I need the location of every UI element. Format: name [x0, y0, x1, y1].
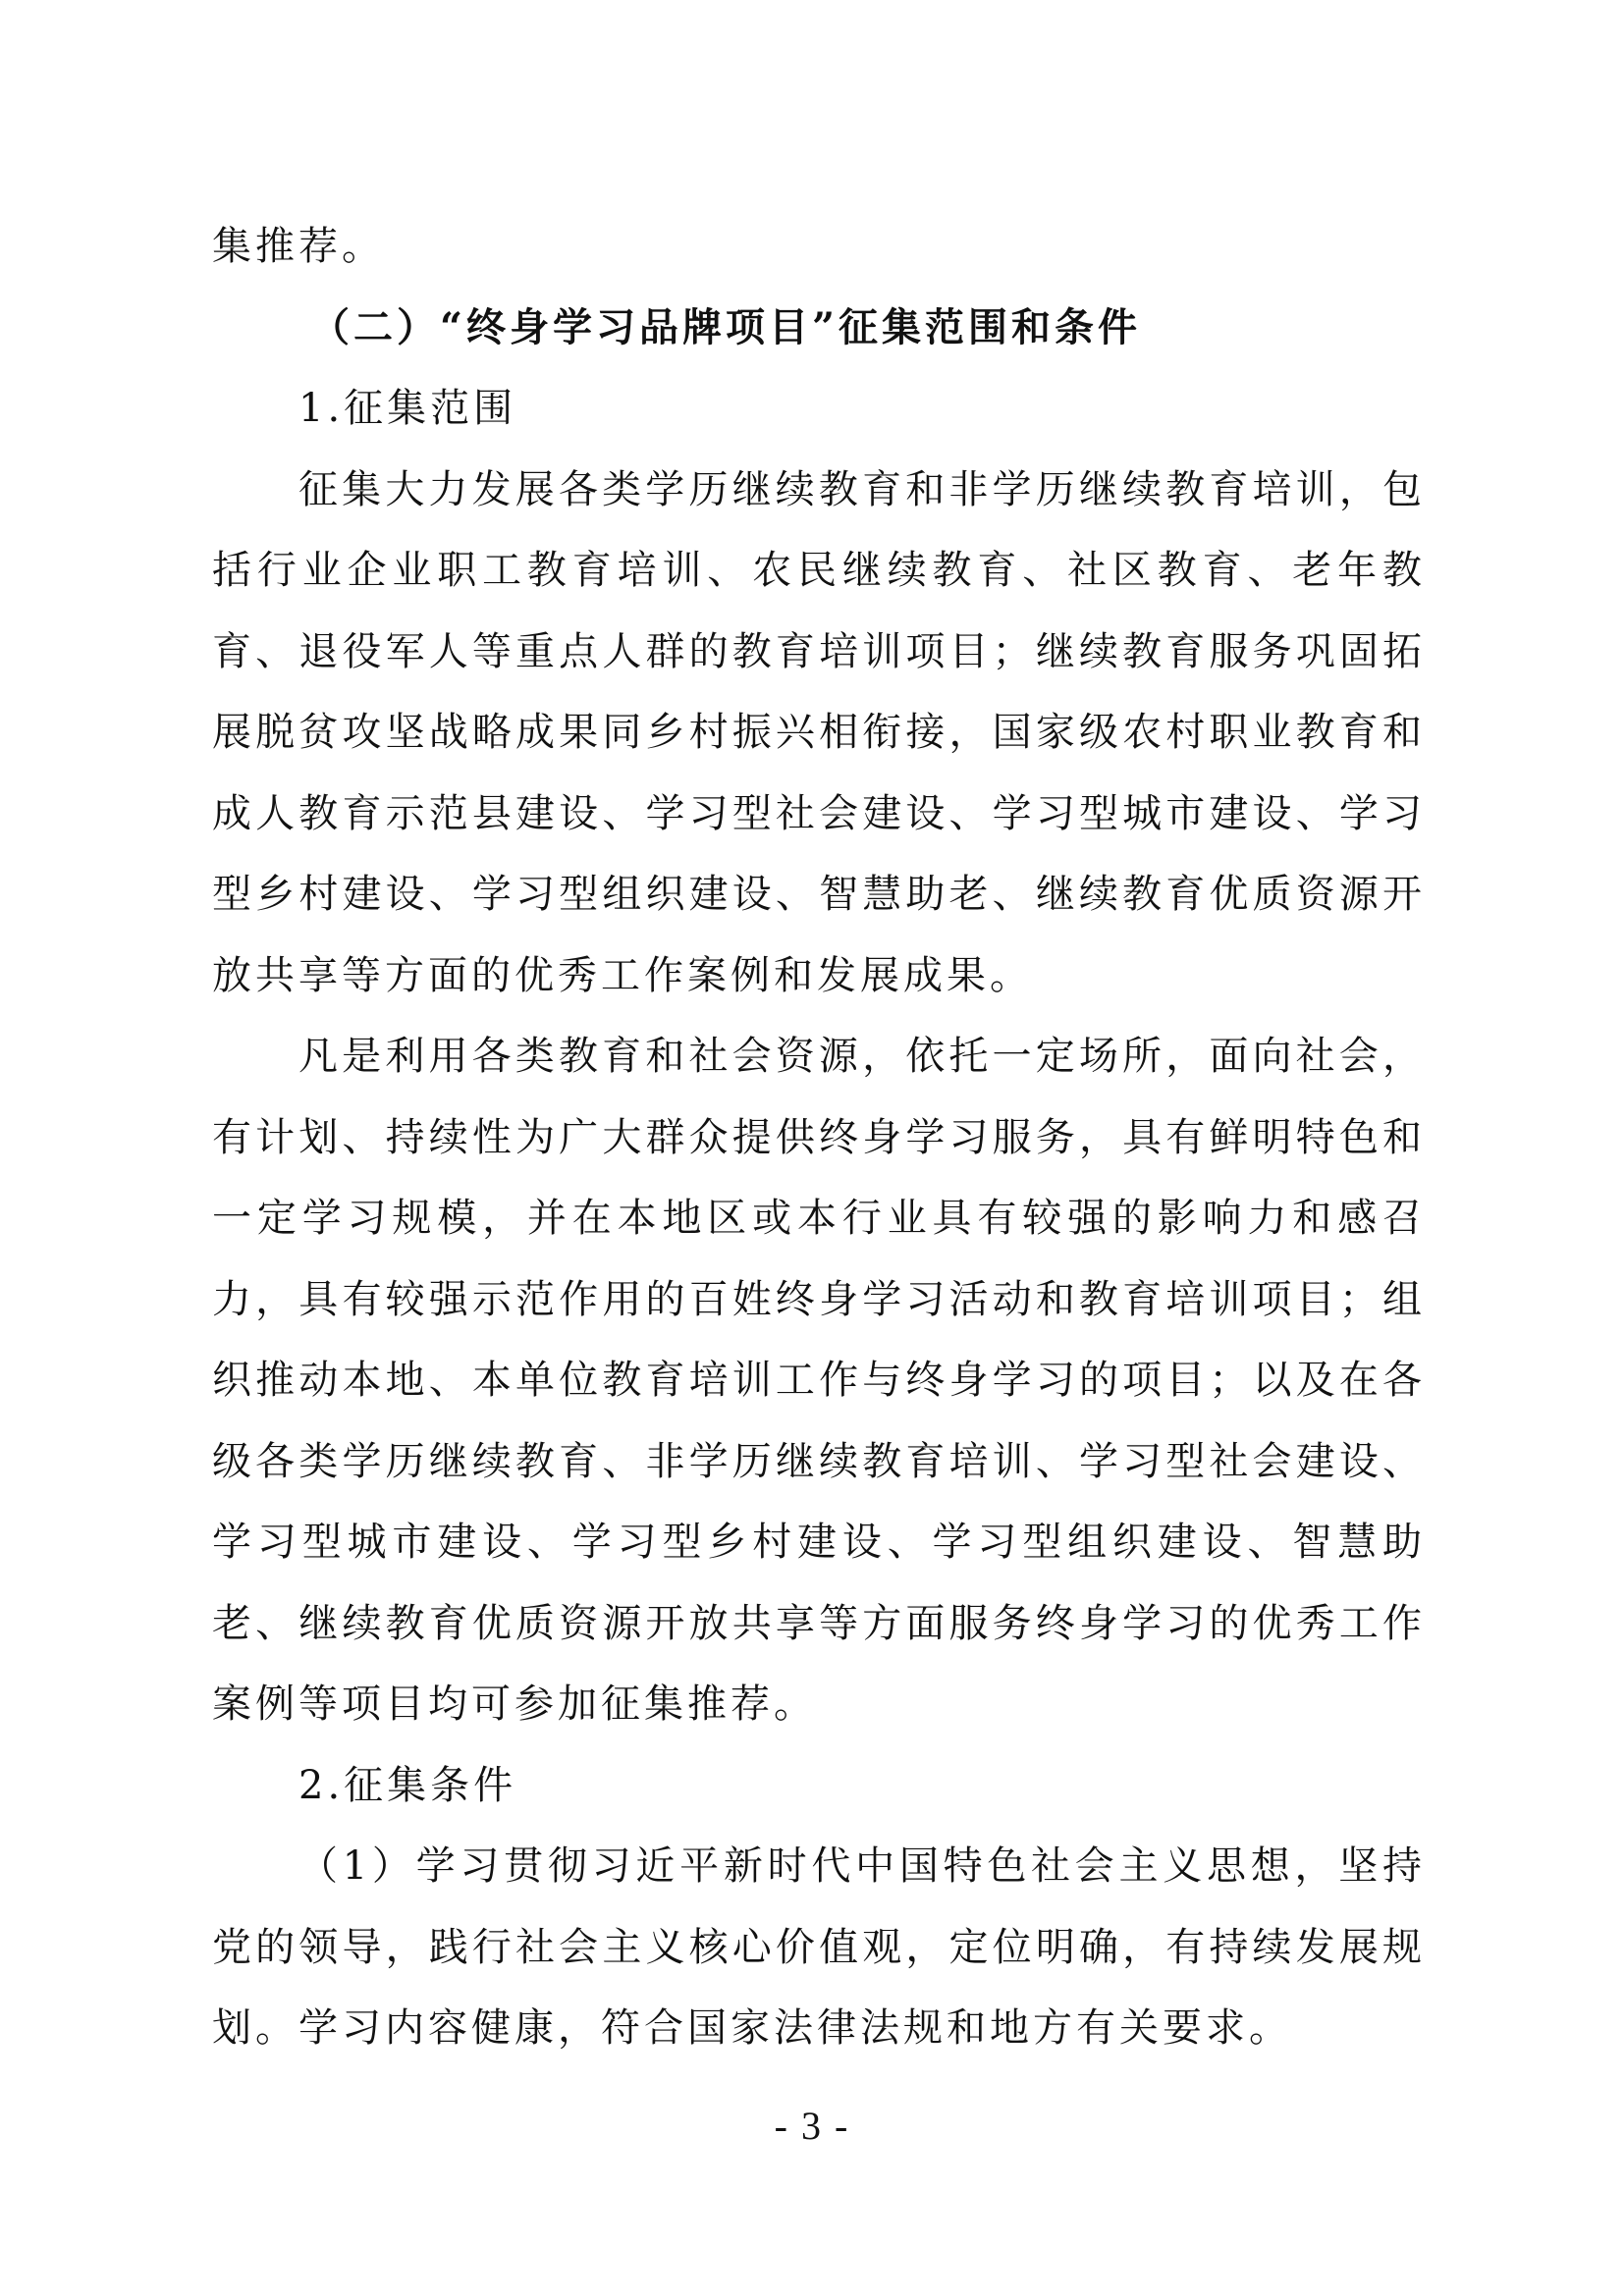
page-number: - 3 - [774, 2104, 850, 2148]
section-heading: （二）“终身学习品牌项目”征集范围和条件 [310, 303, 1142, 350]
paragraph-eligibility: 凡是利用各类教育和社会资源，依托一定场所，面向社会，有计划、持续性为广大群众提供终身学习服务，具有鲜明特色和一定学习规模，并在本地区或本行业具有较强的影响力和感召力，具有较强示范作用的百姓终身学习活动和教育培训项目；组织推动本地、本单位教育培训工作与终身学习的项目；以及在各级各类学历继续教育、非学历继续教育培训、学习型社会建设、学习型城市建设、学习型乡村建设、学习型组织建设、智慧助老、继续教育优质资源开放共享等方面服务终身学习的优秀工作案例等项目均可参加征集推荐。 [212, 1034, 1426, 1727]
document-body [212, 206, 1426, 2069]
paragraph-scope-description: 征集大力发展各类学历继续教育和非学历继续教育培训，包括行业企业职工教育培训、农民继续教育、社区教育、老年教育、退役军人等重点人群的教育培训项目；继续教育服务巩固拓展脱贫攻坚战略成果同乡村振兴相衔接，国家级农村职业教育和成人教育示范县建设、学习型社会建设、学习型城市建设、学习型乡村建设、学习型组织建设、智慧助老、继续教育优质资源开放共享等方面的优秀工作案例和发展成果。 [212, 466, 1426, 998]
paragraph-condition-1: （1）学习贯彻习近平新时代中国特色社会主义思想，坚持党的领导，践行社会主义核心价值观，定位明确，有持续发展规划。学习内容健康，符合国家法律法规和地方有关要求。 [212, 1843, 1426, 2051]
subheading-scope: 1.征集范围 [298, 386, 517, 431]
subheading-conditions: 2.征集条件 [298, 1762, 517, 1808]
paragraph-continuation: 集推荐。 [212, 224, 385, 269]
